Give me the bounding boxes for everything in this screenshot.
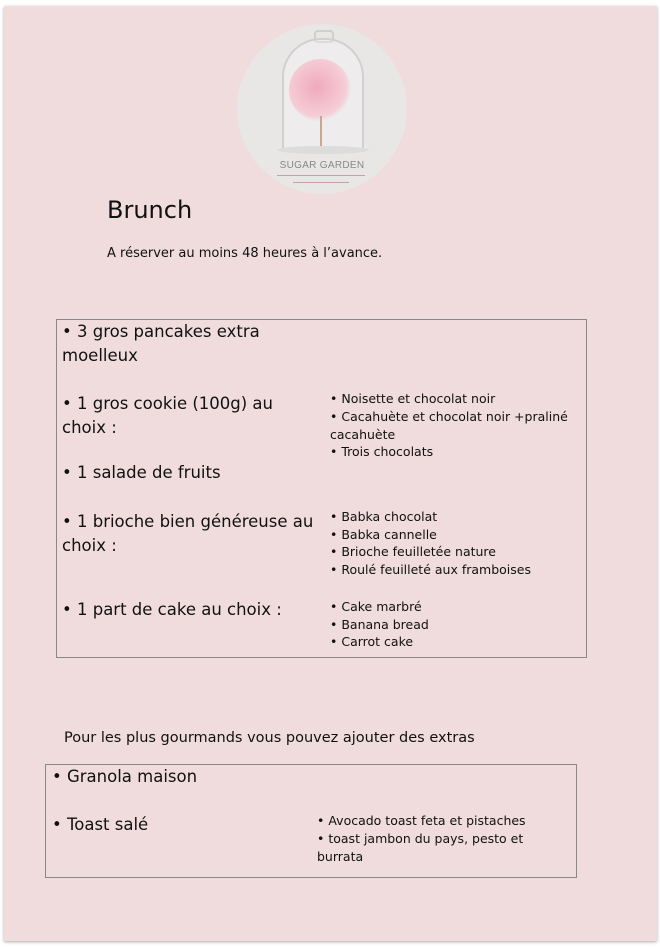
extra-option: • Avocado toast feta et pistaches bbox=[317, 813, 526, 828]
menu-option: • Brioche feuilletée nature bbox=[330, 544, 496, 559]
menu-option: • Trois chocolats bbox=[330, 444, 434, 459]
dome-base bbox=[277, 146, 369, 154]
menu-option: • Banana bread bbox=[330, 617, 429, 632]
menu-item: • 1 salade de fruits bbox=[62, 463, 221, 482]
logo-divider bbox=[277, 175, 365, 176]
menu-item: • 1 part de cake au choix : bbox=[62, 600, 282, 619]
menu-option: • Noisette et chocolat noir bbox=[330, 391, 496, 406]
menu-option: • Babka cannelle bbox=[330, 527, 437, 542]
tree-stem bbox=[320, 116, 322, 150]
menu-option: • Carrot cake bbox=[330, 634, 414, 649]
extra-option: • toast jambon du pays, pesto et burrata bbox=[317, 831, 524, 864]
menu-option: • Babka chocolat bbox=[330, 509, 438, 524]
extra-item: • Toast salé bbox=[52, 815, 149, 834]
menu-item: • 1 gros cookie (100g) au choix : bbox=[62, 394, 274, 437]
menu-item: • 1 brioche bien généreuse au choix : bbox=[62, 512, 314, 555]
menu-item: • 3 gros pancakes extra moelleux bbox=[62, 322, 260, 365]
cotton-candy-tree bbox=[289, 59, 351, 121]
menu-option: • Cacahuète et chocolat noir +praliné cacahuète bbox=[330, 409, 568, 442]
menu-option: • Cake marbré bbox=[330, 599, 422, 614]
logo-text: SUGAR GARDEN bbox=[279, 160, 365, 171]
extras-intro: Pour les plus gourmands vous pouvez ajouter des extras bbox=[64, 730, 475, 746]
logo-divider bbox=[293, 182, 349, 183]
extra-item: • Granola maison bbox=[52, 767, 198, 786]
sugar-garden-logo bbox=[237, 24, 407, 194]
menu-option: • Roulé feuilleté aux framboises bbox=[330, 562, 531, 577]
page-title: Brunch bbox=[107, 196, 193, 224]
reservation-note: A réserver au moins 48 heures à l’avance. bbox=[107, 246, 383, 261]
